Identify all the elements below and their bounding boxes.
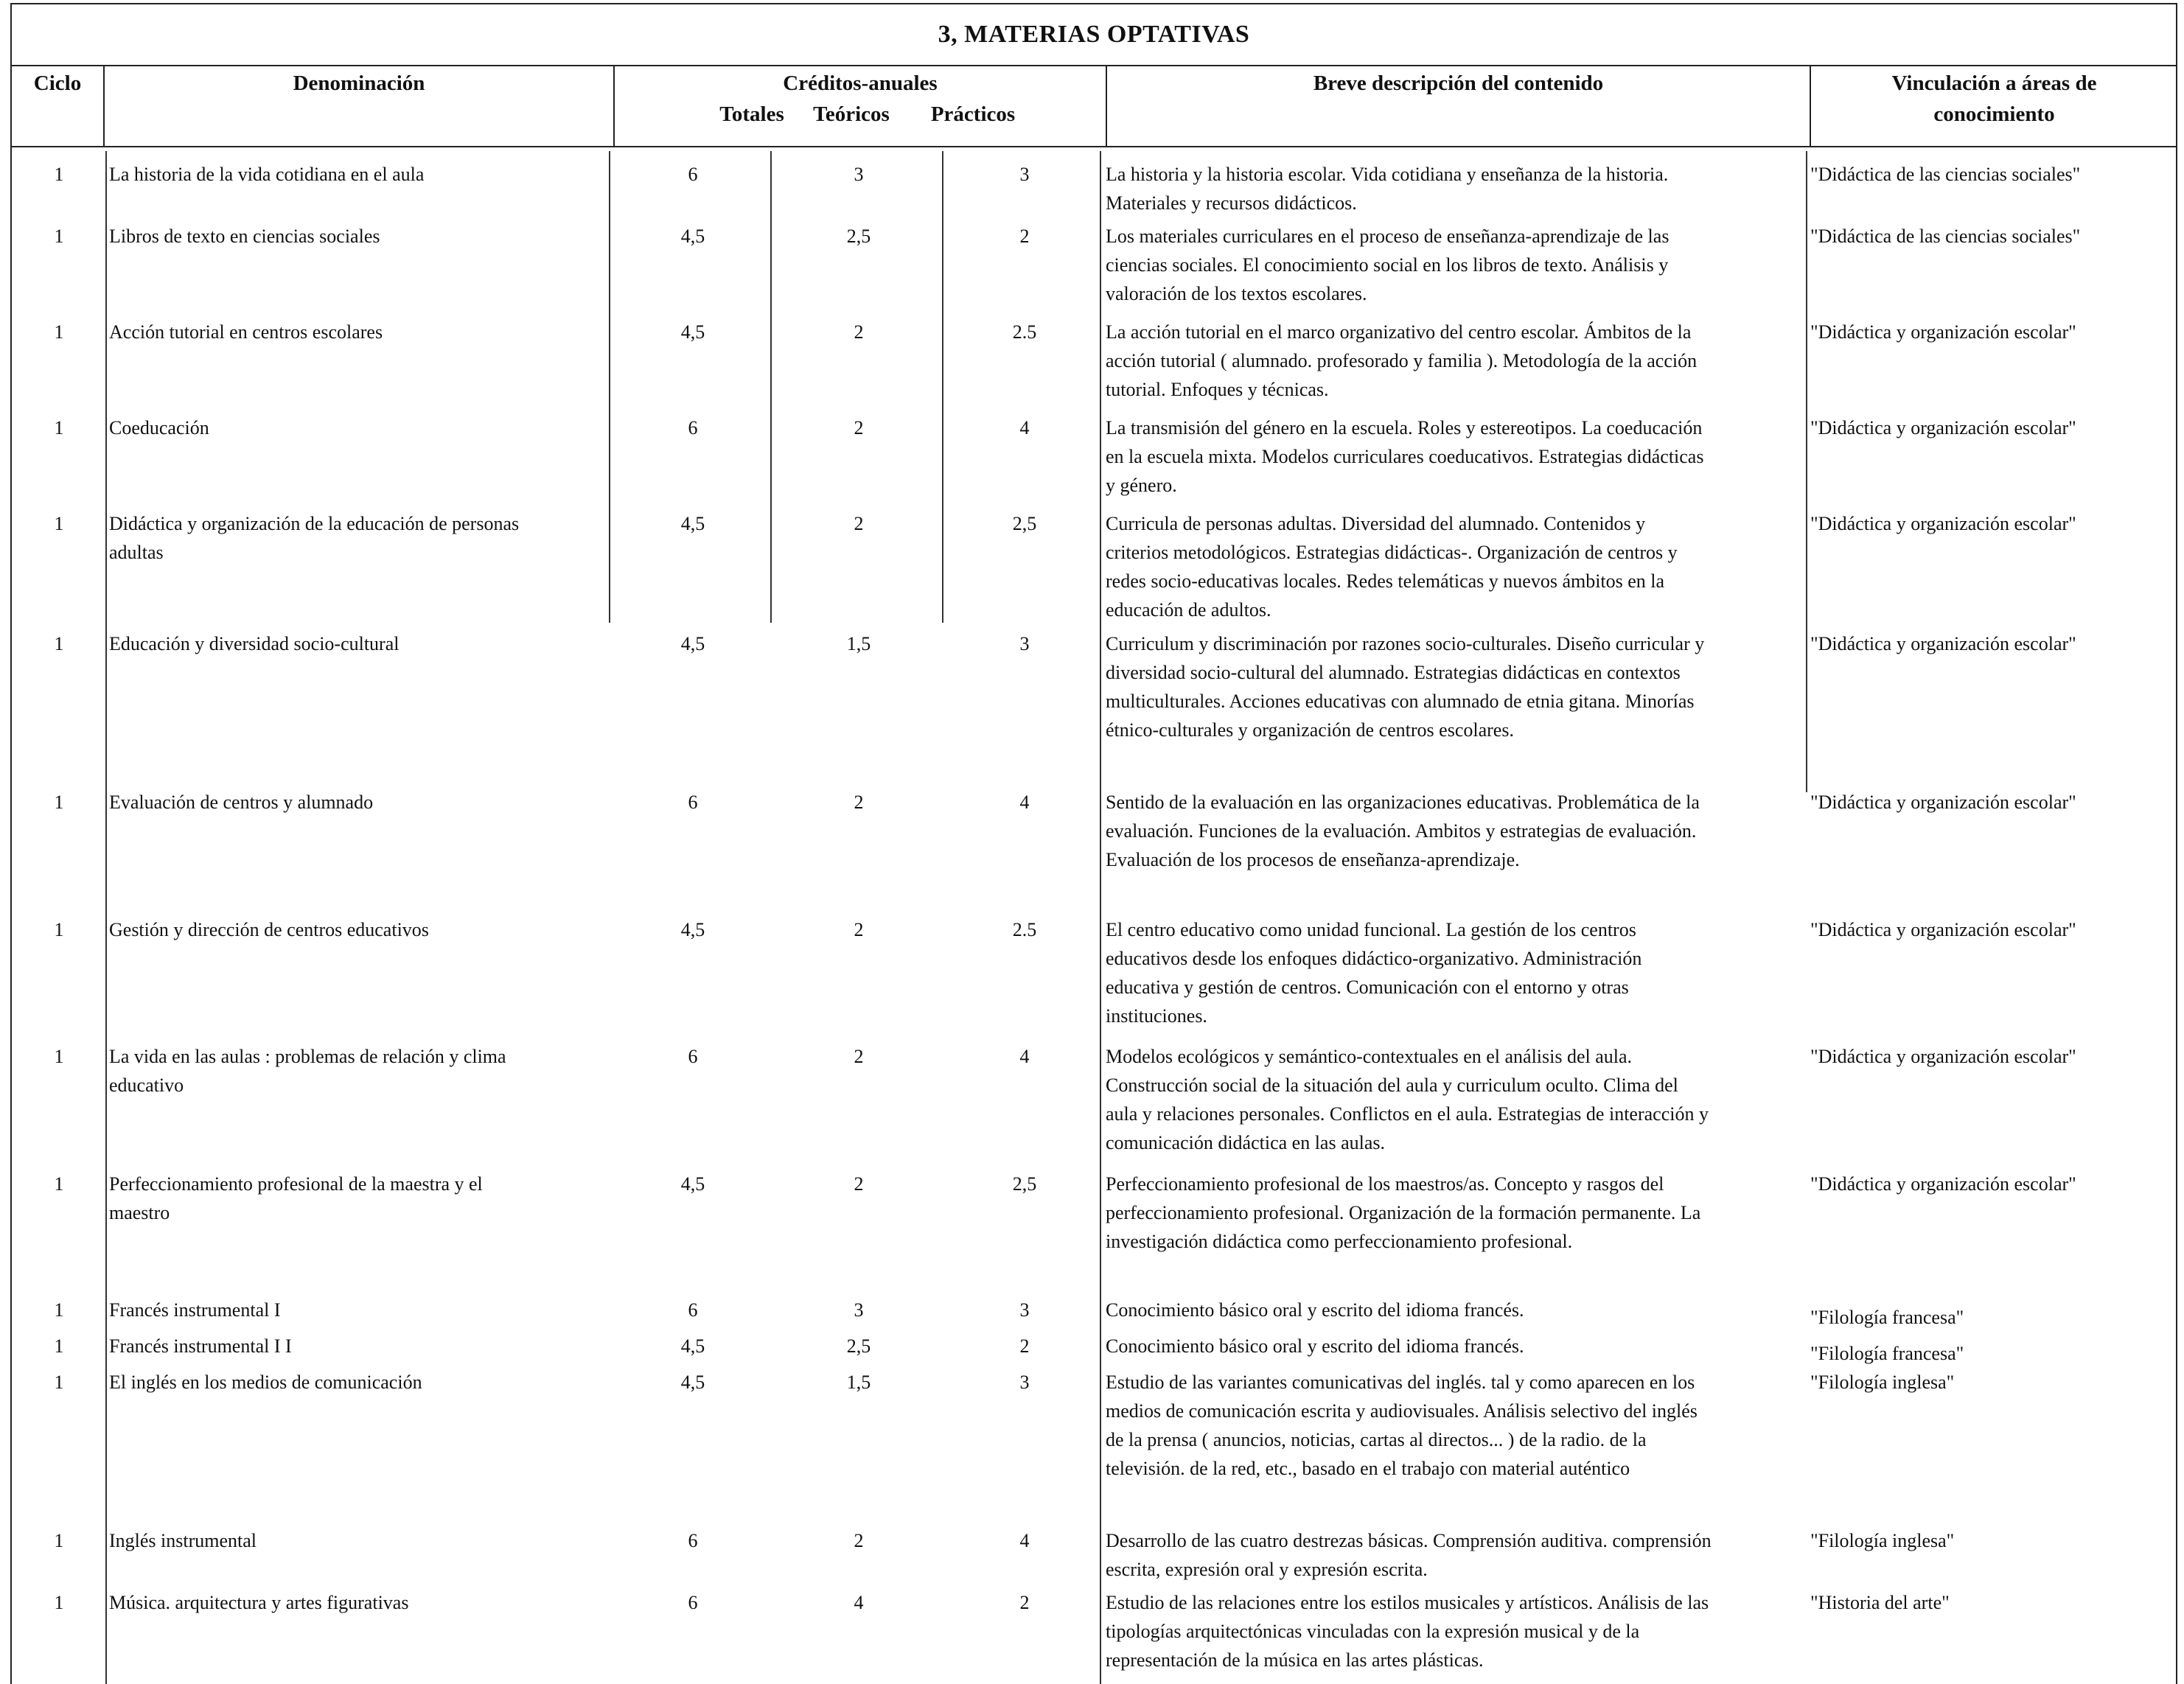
row-10-descripcion-line: Perfeccionamiento profesional de los maestros/as. Concepto y rasgos del [1106,1173,1664,1195]
row-10-ciclo: 1 [54,1173,64,1195]
row-6-descripcion-line: étnico-culturales y organización de centros escolares. [1106,719,1514,741]
body-divider-area [1806,151,1807,792]
body-divider-descripcion [1100,151,1101,1684]
row-15-practicos: 2 [1019,1592,1030,1613]
row-5-descripcion-line: criterios metodológicos. Estrategias didácticas-. Organización de centros y [1106,542,1678,563]
row-9-descripcion-line: Construcción social de la situación del aula y curriculum oculto. Clima del [1106,1075,1678,1096]
row-11-practicos: 3 [1019,1299,1030,1321]
row-4-descripcion-line: La transmisión del género en la escuela. Roles y estereotipos. La coeducación [1106,417,1703,439]
row-7-descripcion-line: Evaluación de los procesos de enseñanza-aprendizaje. [1106,849,1520,870]
row-2-area: "Didáctica de las ciencias sociales" [1810,226,2081,247]
row-12-practicos: 2 [1019,1335,1030,1357]
row-14-descripcion-line: escrita, expresión oral y expresión escrita. [1106,1559,1428,1580]
row-5-area: "Didáctica y organización escolar" [1810,513,2076,534]
row-10-totales: 4,5 [680,1173,705,1195]
row-9-denominacion [109,1042,506,1100]
row-13-descripcion-line: televisión. de la red, etc., basado en el trabajo con material auténtico [1106,1458,1630,1479]
row-1-teoricos: 3 [854,164,864,185]
row-14-area: "Filología inglesa" [1810,1530,1955,1551]
row-6-totales: 4,5 [680,633,705,654]
row-10-descripcion [1106,1170,1806,1256]
row-4-area: "Didáctica y organización escolar" [1810,417,2076,439]
row-2-descripcion-line: ciencias sociales. El conocimiento social en los libros de texto. Análisis y [1106,254,1669,276]
row-6-practicos: 3 [1019,633,1030,654]
row-3-descripcion-line: tutorial. Enfoques y técnicas. [1106,379,1329,400]
row-3-descripcion-line: La acción tutorial en el marco organizativo del centro escolar. Ámbitos de la [1106,321,1692,343]
row-7-practicos: 4 [1019,792,1030,813]
row-3-area: "Didáctica y organización escolar" [1810,321,2076,343]
row-13-descripcion [1106,1368,1806,1483]
row-9-teoricos: 2 [854,1046,864,1067]
row-10-descripcion-line: investigación didáctica como perfeccionamiento profesional. [1106,1231,1573,1252]
column-header-teoricos: Teóricos [813,102,890,126]
row-8-descripcion-line: educativa y gestión de centros. Comunicación con el entorno y otras [1106,976,1629,998]
row-7-teoricos: 2 [854,792,864,813]
row-3-descripcion-line: acción tutorial ( alumnado. profesorado y familia ). Metodología de la acción [1106,350,1698,371]
row-3-teoricos: 2 [854,321,864,343]
row-6-area: "Didáctica y organización escolar" [1810,633,2076,654]
body-divider-ciclo [105,151,107,1684]
row-4-ciclo: 1 [54,417,64,439]
row-1-descripcion [1106,160,1806,217]
row-8-denominacion: Gestión y dirección de centros educativos [109,919,429,940]
row-7-ciclo: 1 [54,792,64,813]
row-3-ciclo: 1 [54,321,64,343]
row-9-area: "Didáctica y organización escolar" [1810,1046,2076,1067]
row-13-descripcion-line: de la prensa ( anuncios, noticias, cartas al directos... ) de la radio. de la [1106,1429,1647,1450]
row-9-descripcion [1106,1042,1806,1157]
row-8-descripcion-line: educativos desde los enfoques didáctico-organizativo. Administración [1106,948,1642,969]
row-6-descripcion [1106,629,1806,744]
row-13-descripcion-line: medios de comunicación escrita y audiovisuales. Análisis selectivo del inglés [1106,1400,1698,1422]
column-header-practicos: Prácticos [930,102,1016,126]
row-1-area: "Didáctica de las ciencias sociales" [1810,164,2081,185]
row-1-totales: 6 [688,164,698,185]
row-5-denominacion [109,509,519,567]
row-11-ciclo: 1 [54,1299,64,1321]
row-15-area: "Historia del arte" [1810,1592,1950,1613]
row-10-denominacion-line: maestro [109,1202,170,1223]
row-10-practicos: 2,5 [1012,1173,1037,1195]
row-10-area: "Didáctica y organización escolar" [1810,1173,2076,1195]
row-13-area: "Filología inglesa" [1810,1372,1955,1393]
row-14-ciclo: 1 [54,1530,64,1551]
row-4-denominacion: Coeducación [109,417,209,439]
row-12-area: "Filología francesa" [1810,1343,1964,1364]
row-6-denominacion: Educación y diversidad socio-cultural [109,633,400,654]
row-8-ciclo: 1 [54,919,64,940]
row-15-descripcion-line: representación de la música en las artes plásticas. [1106,1649,1484,1671]
row-4-practicos: 4 [1019,417,1030,439]
row-11-descripcion [1106,1296,1806,1324]
row-3-descripcion [1106,318,1806,404]
row-8-totales: 4,5 [680,919,705,940]
row-14-descripcion [1106,1526,1806,1584]
row-2-descripcion-line: valoración de los textos escolares. [1106,283,1367,304]
row-4-descripcion [1106,413,1806,500]
row-7-denominacion: Evaluación de centros y alumnado [109,792,374,813]
body-divider-denominacion [609,151,610,623]
row-9-denominacion-line: educativo [109,1075,184,1096]
column-header-ciclo: Ciclo [33,71,82,95]
row-4-descripcion-line: en la escuela mixta. Modelos curriculares coeducativos. Estrategias didácticas [1106,446,1704,467]
row-12-totales: 4,5 [680,1335,705,1357]
row-12-ciclo: 1 [54,1335,64,1357]
row-13-ciclo: 1 [54,1372,64,1393]
row-7-area: "Didáctica y organización escolar" [1810,792,2076,813]
row-7-descripcion-line: Sentido de la evaluación en las organizaciones educativas. Problemática de la [1106,792,1700,813]
row-2-practicos: 2 [1019,226,1030,247]
row-9-denominacion-line: La vida en las aulas : problemas de relación y clima [109,1046,506,1067]
row-2-ciclo: 1 [54,226,64,247]
row-5-denominacion-line: adultas [109,542,164,563]
column-header-totales: Totales [719,102,784,126]
row-15-descripcion-line: tipologías arquitectónicas vinculadas con la expresión musical y de la [1106,1621,1640,1642]
row-14-descripcion-line: Desarrollo de las cuatro destrezas básicas. Comprensión auditiva. comprensión [1106,1530,1712,1551]
row-1-descripcion-line: La historia y la historia escolar. Vida cotidiana y enseñanza de la historia. [1106,164,1669,185]
row-4-totales: 6 [688,417,698,439]
row-11-denominacion: Francés instrumental I [109,1299,281,1321]
row-15-totales: 6 [688,1592,698,1613]
row-2-totales: 4,5 [680,226,705,247]
row-11-teoricos: 3 [854,1299,864,1321]
row-5-totales: 4,5 [680,513,705,534]
row-12-teoricos: 2,5 [846,1335,871,1357]
header-divider [10,146,2177,147]
row-10-teoricos: 2 [854,1173,864,1195]
row-13-denominacion: El inglés en los medios de comunicación [109,1372,422,1393]
row-12-descripcion [1106,1332,1806,1360]
row-5-descripcion [1106,509,1806,624]
row-5-ciclo: 1 [54,513,64,534]
row-15-denominacion: Música. arquitectura y artes figurativas [109,1592,409,1613]
row-14-teoricos: 2 [854,1530,864,1551]
row-3-totales: 4,5 [680,321,705,343]
row-7-descripcion-line: evaluación. Funciones de la evaluación. Ambitos y estrategias de evaluación. [1106,820,1697,842]
row-15-descripcion-line: Estudio de las relaciones entre los estilos musicales y artísticos. Análisis de las [1106,1592,1709,1613]
row-4-descripcion-line: y género. [1106,475,1177,496]
row-8-teoricos: 2 [854,919,864,940]
row-6-descripcion-line: Curriculum y discriminación por razones socio-culturales. Diseño curricular y [1106,633,1705,654]
row-12-denominacion: Francés instrumental I I [109,1335,292,1357]
row-10-denominacion [109,1170,483,1227]
row-8-descripcion-line: El centro educativo como unidad funcional. La gestión de los centros [1106,919,1636,940]
row-13-practicos: 3 [1019,1372,1030,1393]
row-14-denominacion: Inglés instrumental [109,1530,257,1551]
row-7-descripcion [1106,788,1806,874]
row-5-descripcion-line: Curricula de personas adultas. Diversidad del alumnado. Contenidos y [1106,513,1646,534]
row-15-descripcion [1106,1588,1806,1674]
row-8-practicos: 2.5 [1012,919,1037,940]
row-2-denominacion: Libros de texto en ciencias sociales [109,226,380,247]
row-9-totales: 6 [688,1046,698,1067]
row-8-descripcion [1106,915,1806,1030]
body-divider-teoricos [942,151,943,623]
row-5-teoricos: 2 [854,513,864,534]
row-10-denominacion-line: Perfeccionamiento profesional de la maestra y el [109,1173,483,1195]
row-9-ciclo: 1 [54,1046,64,1067]
row-1-descripcion-line: Materiales y recursos didácticos. [1106,192,1357,214]
row-3-practicos: 2.5 [1012,321,1037,343]
row-4-teoricos: 2 [854,417,864,439]
row-6-teoricos: 1,5 [846,633,871,654]
row-7-totales: 6 [688,792,698,813]
row-9-descripcion-line: Modelos ecológicos y semántico-contextuales en el análisis del aula. [1106,1046,1633,1067]
row-11-descripcion-line: Conocimiento básico oral y escrito del idioma francés. [1106,1299,1524,1321]
row-2-descripcion [1106,222,1806,308]
column-header-vinculacion-line2: conocimiento [1933,102,2055,126]
row-13-totales: 4,5 [680,1372,705,1393]
column-header-descripcion: Breve descripción del contenido [1313,71,1604,95]
row-10-descripcion-line: perfeccionamiento profesional. Organización de la formación permanente. La [1106,1202,1701,1223]
row-14-totales: 6 [688,1530,698,1551]
column-header-vinculacion-line1: Vinculación a áreas de [1891,71,2097,95]
row-6-descripcion-line: diversidad socio-cultural del alumnado. Estrategias didácticas en contextos [1106,662,1681,683]
table-frame [10,3,2177,1684]
row-8-descripcion-line: instituciones. [1106,1005,1207,1027]
row-6-ciclo: 1 [54,633,64,654]
page-title: 3, MATERIAS OPTATIVAS [938,21,1250,48]
row-15-teoricos: 4 [854,1592,864,1613]
row-8-area: "Didáctica y organización escolar" [1810,919,2076,940]
body-divider-totales [770,151,772,623]
row-14-practicos: 4 [1019,1530,1030,1551]
row-5-descripcion-line: educación de adultos. [1106,599,1271,621]
row-11-area: "Filología francesa" [1810,1307,1964,1328]
row-5-practicos: 2,5 [1012,513,1037,534]
row-9-practicos: 4 [1019,1046,1030,1067]
row-13-descripcion-line: Estudio de las variantes comunicativas del inglés. tal y como aparecen en los [1106,1372,1695,1393]
row-1-practicos: 3 [1019,164,1030,185]
row-12-descripcion-line: Conocimiento básico oral y escrito del idioma francés. [1106,1335,1524,1357]
row-15-ciclo: 1 [54,1592,64,1613]
row-6-descripcion-line: multiculturales. Acciones educativas con alumnado de etnia gitana. Minorías [1106,691,1695,712]
row-5-descripcion-line: redes socio-educativas locales. Redes telemáticas y nuevos ámbitos en la [1106,570,1665,592]
row-5-denominacion-line: Didáctica y organización de la educación de personas [109,513,520,534]
row-3-denominacion: Acción tutorial en centros escolares [109,321,383,343]
row-2-descripcion-line: Los materiales curriculares en el proceso de enseñanza-aprendizaje de las [1106,226,1670,247]
row-2-teoricos: 2,5 [846,226,871,247]
row-9-descripcion-line: comunicación didáctica en las aulas. [1106,1132,1386,1153]
row-1-denominacion: La historia de la vida cotidiana en el aula [109,164,425,185]
column-header-creditos: Créditos-anuales [783,71,938,95]
row-13-teoricos: 1,5 [846,1372,871,1393]
row-1-ciclo: 1 [54,164,64,185]
row-9-descripcion-line: aula y relaciones personales. Conflictos en el aula. Estrategias de interacción y [1106,1103,1709,1125]
row-11-totales: 6 [688,1299,698,1321]
column-header-denominacion: Denominación [293,71,425,95]
